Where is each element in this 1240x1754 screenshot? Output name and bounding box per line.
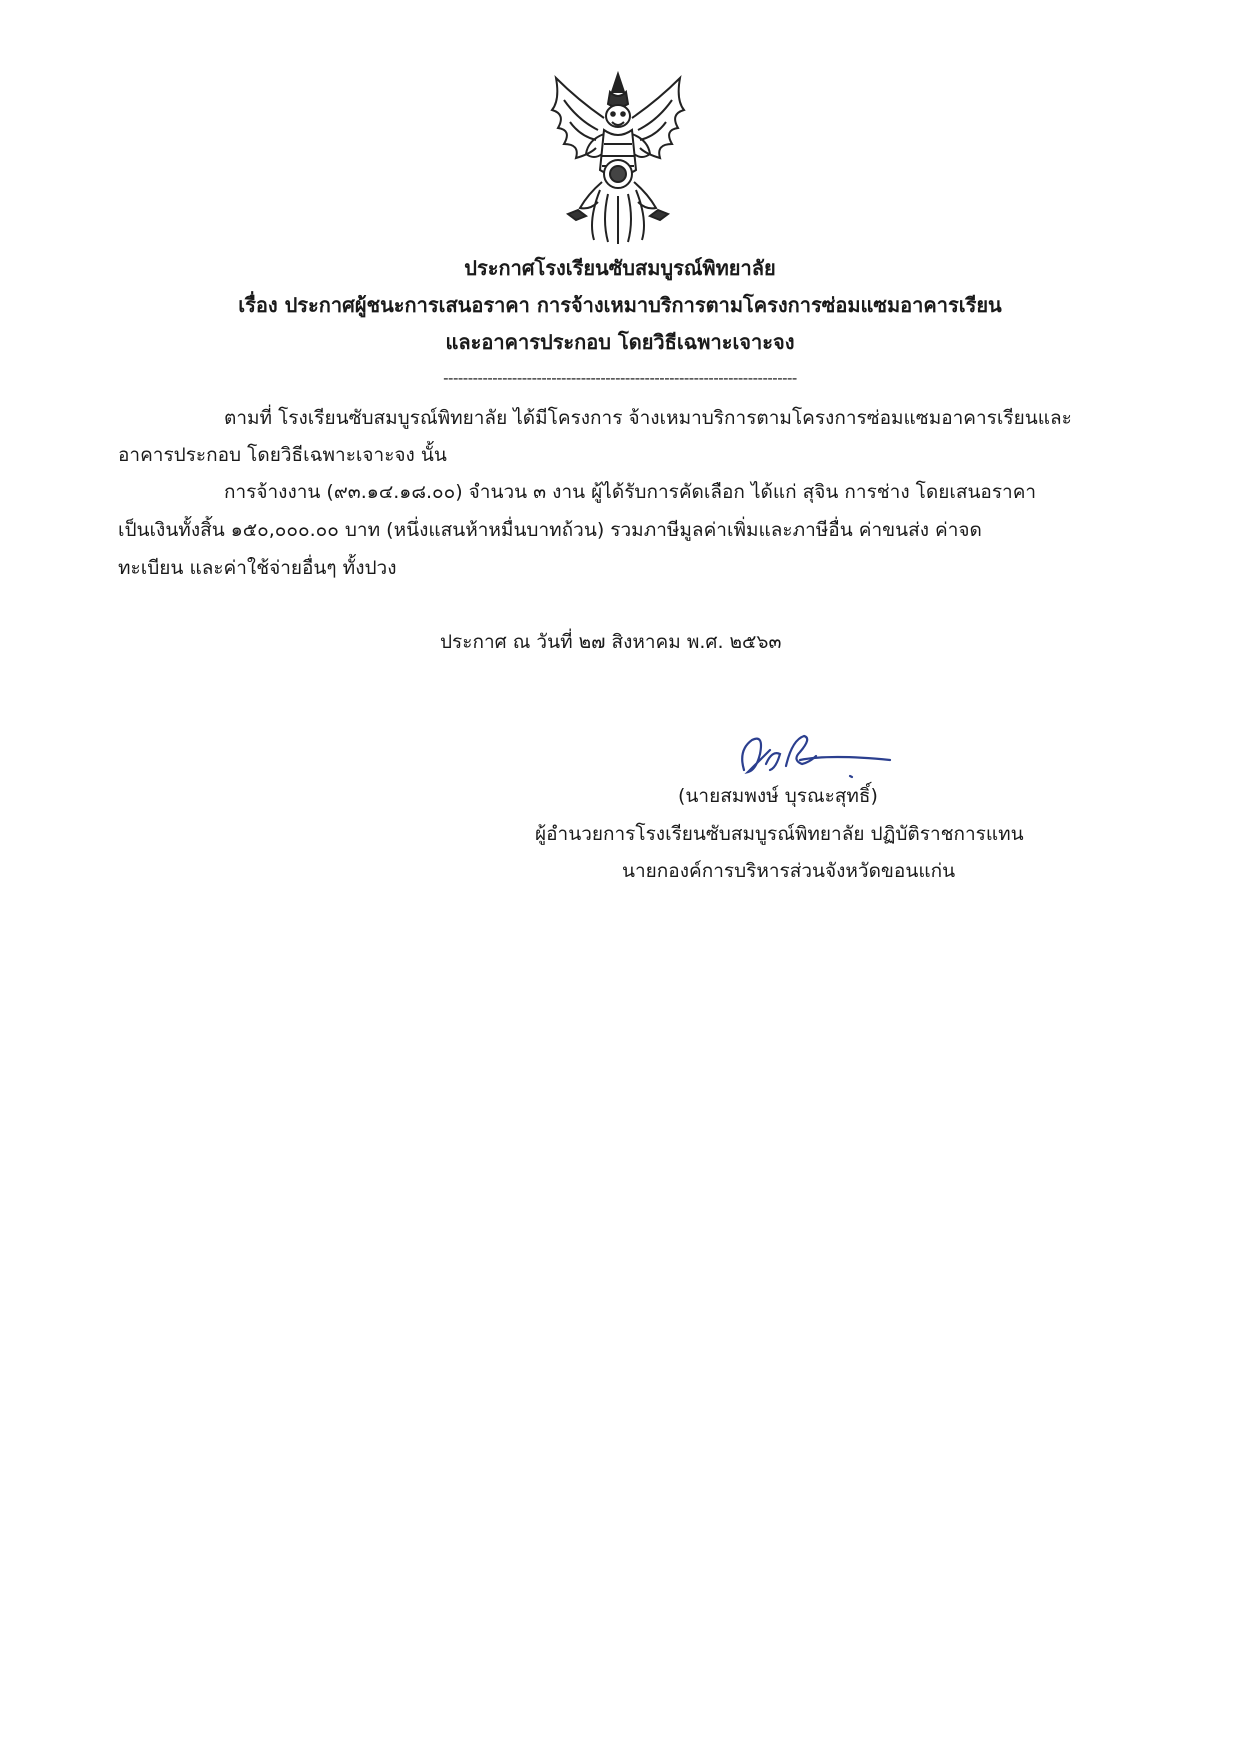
body-paragraph-2-line-2: เป็นเงินทั้งสิ้น ๑๕๐,๐๐๐.๐๐ บาท (หนึ่งแสนห้าหมื่นบาทถ้วน) รวมภาษีมูลค่าเพิ่มและภาษีอื่น ค่าขนส่ง ค่าจด xyxy=(118,519,982,541)
announcement-subject: เรื่อง ประกาศผู้ชนะการเสนอราคา การจ้างเหมาบริการตามโครงการซ่อมแซมอาคารเรียน xyxy=(238,293,1002,317)
signatory-position-1: ผู้อำนวยการโรงเรียนซับสมบูรณ์พิทยาลัย ปฏิบัติราชการแทน xyxy=(535,823,1024,845)
body-paragraph-1-line-1: ตามที่ โรงเรียนซับสมบูรณ์พิทยาลัย ได้มีโครงการ จ้างเหมาบริการตามโครงการซ่อมแซมอาคารเรียนและ xyxy=(224,407,1072,429)
signatory-name: (นายสมพงษ์ บุรณะสุทธิ์) xyxy=(678,785,878,807)
body-paragraph-1-line-2: อาคารประกอบ โดยวิธีเฉพาะเจาะจง นั้น xyxy=(118,444,447,466)
garuda-emblem-icon xyxy=(538,70,698,245)
signatory-position-2: นายกองค์การบริหารส่วนจังหวัดขอนแก่น xyxy=(622,860,956,882)
announcement-date: ประกาศ ณ วันที่ ๒๗ สิงหาคม พ.ศ. ๒๕๖๓ xyxy=(440,631,782,653)
announcement-method: และอาคารประกอบ โดยวิธีเฉพาะเจาะจง xyxy=(445,330,795,354)
announcement-title: ประกาศโรงเรียนซับสมบูรณ์พิทยาลัย xyxy=(464,256,776,280)
handwritten-signature xyxy=(730,720,900,790)
header-divider: ------------------------------------------------------------------------ xyxy=(443,369,797,387)
body-paragraph-2-line-1: การจ้างงาน (๙๓.๑๔.๑๘.๐๐) จำนวน ๓ งาน ผู้ได้รับการคัดเลือก ได้แก่ สุจิน การช่าง โดยเสนอราคา xyxy=(224,481,1037,503)
body-paragraph-2-line-3: ทะเบียน และค่าใช้จ่ายอื่นๆ ทั้งปวง xyxy=(118,557,397,579)
